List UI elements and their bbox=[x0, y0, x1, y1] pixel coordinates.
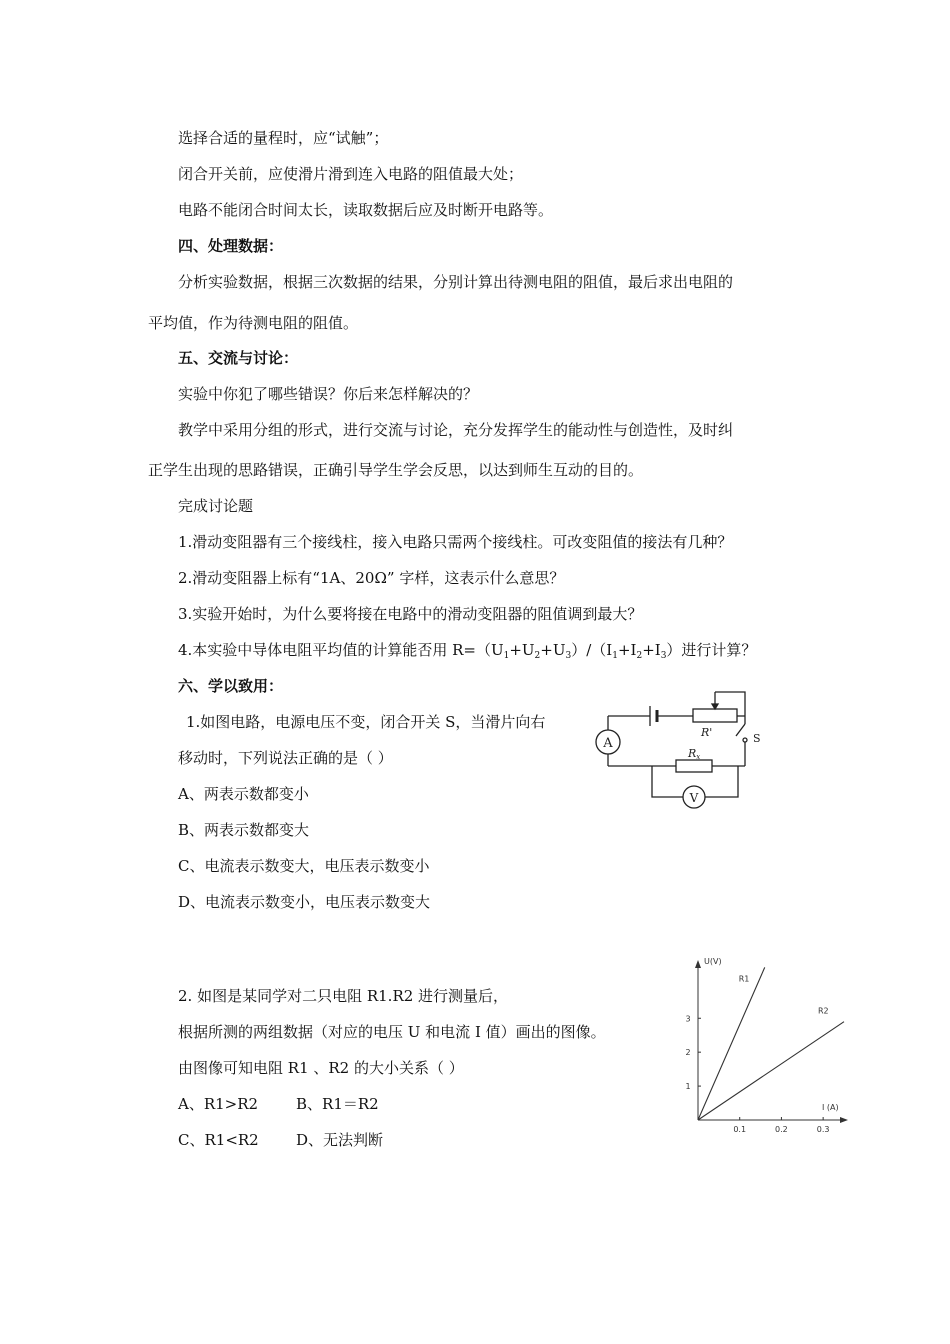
discussion-title: 完成讨论题 bbox=[178, 497, 254, 515]
problem1-line2: 移动时，下列说法正确的是（ ） bbox=[178, 749, 393, 767]
resistor-rx bbox=[676, 760, 712, 772]
discussion-q2: 2.滑动变阻器上标有“1A、20Ω” 字样，这表示什么意思？ bbox=[178, 569, 565, 587]
x-axis-arrow bbox=[840, 1117, 848, 1123]
problem2-line1: 2. 如图是某同学对二只电阻 R1.R2 进行测量后， bbox=[178, 987, 509, 1005]
problem2-option-a: A、R1>R2 bbox=[178, 1095, 259, 1113]
problem1-line1: 1.如图电路，电源电压不变，闭合开关 S，当滑片向右 bbox=[186, 713, 546, 731]
rheostat-slider-arrow bbox=[712, 704, 718, 709]
y-axis-arrow bbox=[695, 960, 701, 968]
y-axis-label: U(V) bbox=[704, 957, 722, 966]
problem2-line2: 根据所测的两组数据（对应的电压 U 和电流 I 值）画出的图像。 bbox=[178, 1023, 606, 1041]
problem1-option-b: B、两表示数都变大 bbox=[178, 821, 310, 839]
switch-label: S bbox=[753, 732, 761, 745]
x-axis-label: I (A) bbox=[822, 1103, 839, 1112]
problem1-option-a: A、两表示数都变小 bbox=[178, 785, 309, 803]
problem1-option-c: C、电流表示数变大，电压表示数变小 bbox=[178, 857, 430, 875]
ammeter-label: A bbox=[603, 736, 613, 751]
problem2-line3: 由图像可知电阻 R1 、R2 的大小关系（ ） bbox=[178, 1059, 464, 1077]
voltmeter-label: V bbox=[689, 791, 699, 805]
section5-para-line1: 教学中采用分组的形式，进行交流与讨论，充分发挥学生的能动性与创造性，及时纠 bbox=[178, 421, 734, 439]
y-tick-label: 1 bbox=[685, 1082, 691, 1092]
x-tick-label: 0.1 bbox=[733, 1125, 747, 1134]
y-tick-label: 3 bbox=[685, 1014, 691, 1024]
precaution-range: 选择合适的量程时，应“试触”； bbox=[178, 129, 389, 147]
problem2-option-b: B、R1＝R2 bbox=[296, 1095, 379, 1113]
ui-graph bbox=[672, 938, 864, 1136]
problem2-option-c: C、R1<R2 bbox=[178, 1131, 259, 1149]
x-tick-label: 0.3 bbox=[816, 1125, 830, 1134]
discussion-q3: 3.实验开始时，为什么要将接在电路中的滑动变阻器的阻值调到最大？ bbox=[178, 605, 643, 623]
x-tick-label: 0.2 bbox=[775, 1125, 788, 1134]
y-tick-label: 2 bbox=[685, 1048, 691, 1058]
discussion-q4: 4.本实验中导体电阻平均值的计算能否用 $R=(U_1+U_2+U_3)/(I_1+I_2+I_3)$进行计算？ bbox=[178, 641, 757, 661]
switch-contact bbox=[743, 738, 747, 742]
section5-para-line2: 正学生出现的思路错误，正确引导学生学会反思，以达到师生互动的目的。 bbox=[148, 461, 644, 479]
circuit-diagram bbox=[588, 686, 778, 836]
voltmeter-wire bbox=[705, 766, 738, 797]
switch-blade bbox=[736, 724, 745, 736]
section6-heading: 六、学以致用： bbox=[178, 677, 284, 695]
resistor-label: Rx bbox=[688, 747, 701, 761]
rheostat-label: R' bbox=[701, 726, 713, 739]
precaution-slider: 闭合开关前，应使滑片滑到连入电路的阻值最大处； bbox=[178, 165, 524, 183]
problem2-option-d: D、无法判断 bbox=[296, 1131, 384, 1149]
precaution-switch: 电路不能闭合时间太长，读取数据后应及时断开电路等。 bbox=[178, 201, 554, 219]
section4-para-line2: 平均值，作为待测电阻的阻值。 bbox=[148, 314, 359, 332]
problem1-option-d: D、电流表示数变小，电压表示数变大 bbox=[178, 893, 431, 911]
discussion-q1: 1.滑动变阻器有三个接线柱，接入电路只需两个接线柱。可改变阻值的接法有几种？ bbox=[178, 533, 733, 551]
section4-heading: 四、处理数据： bbox=[178, 237, 284, 255]
rheostat bbox=[693, 709, 737, 722]
section5-question: 实验中你犯了哪些错误？你后来怎样解决的？ bbox=[178, 385, 479, 403]
voltmeter-wire bbox=[652, 766, 683, 797]
slider-wire bbox=[715, 692, 745, 716]
section5-heading: 五、交流与讨论： bbox=[178, 349, 299, 367]
section4-para-line1: 分析实验数据，根据三次数据的结果，分别计算出待测电阻的阻值，最后求出电阻的 bbox=[178, 273, 734, 291]
series-label-r1: R1 bbox=[738, 974, 750, 984]
series-label-r2: R2 bbox=[818, 1006, 829, 1016]
